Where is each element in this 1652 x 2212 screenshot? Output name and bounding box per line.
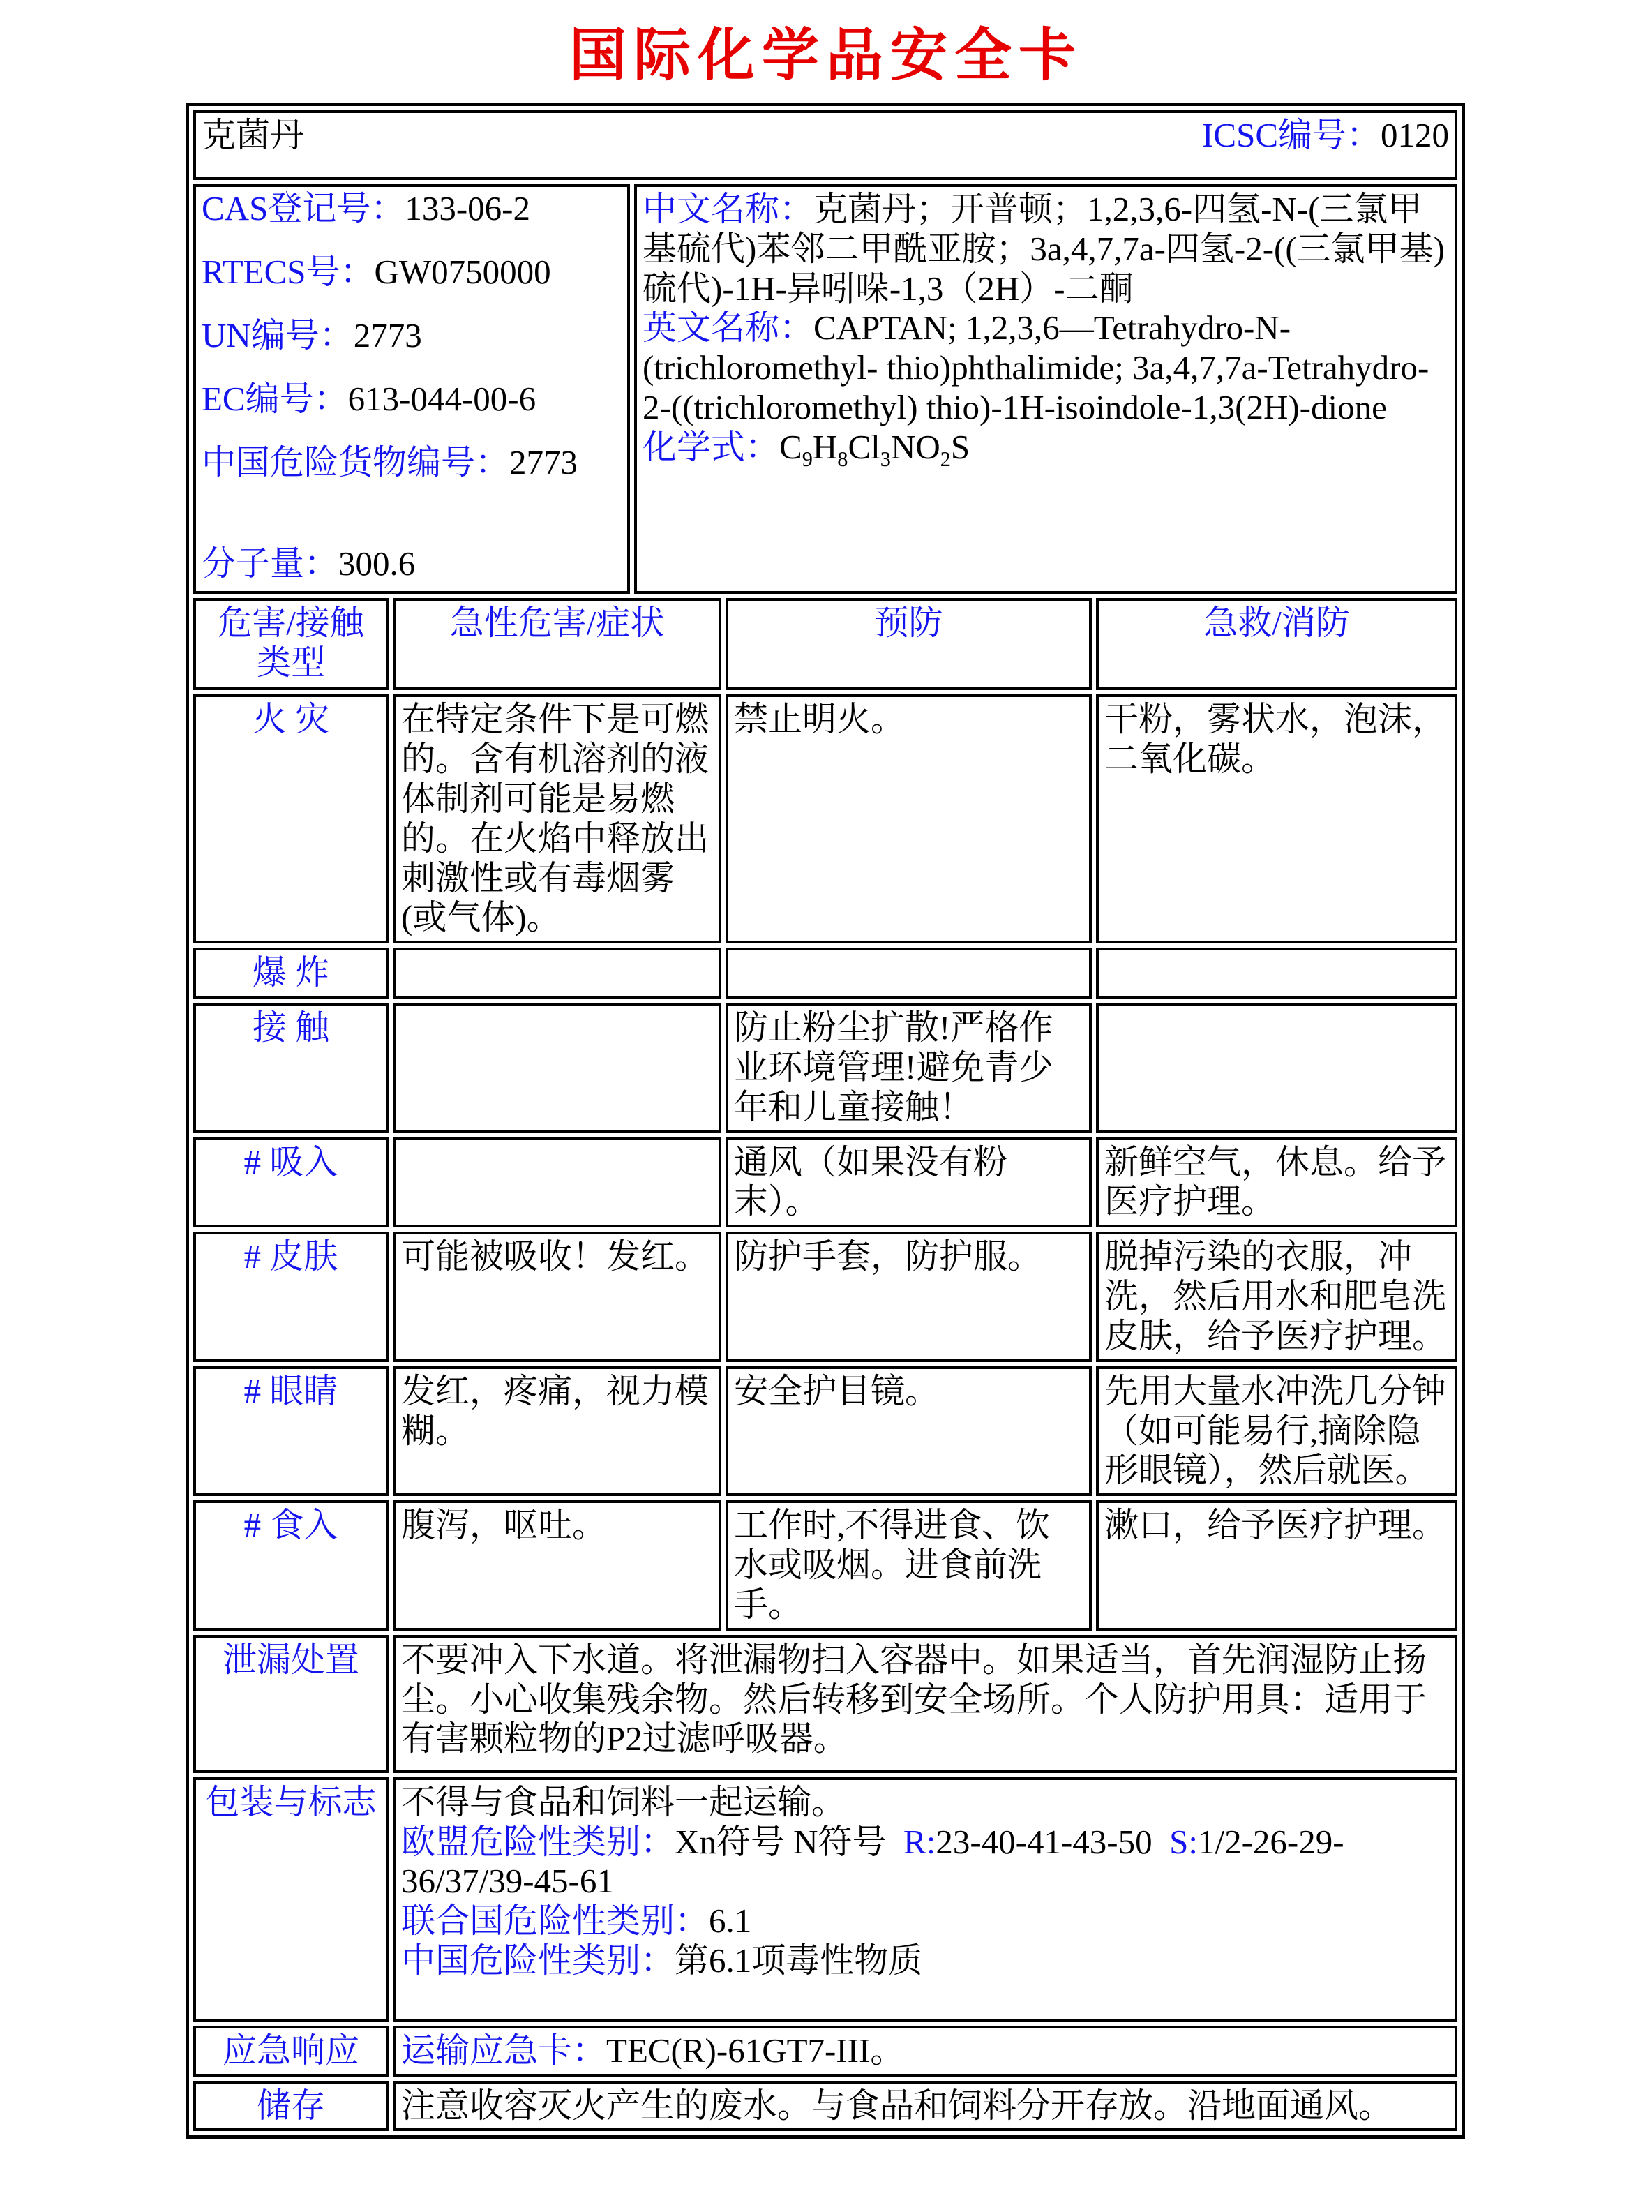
hazard-type-label: # 吸入 [193,1137,389,1228]
china-dg-number-value: 2773 [509,442,578,481]
ec-number-label: EC编号： [202,379,348,418]
first-aid-cell [1096,948,1457,999]
section-row-packaging-labelling [193,1777,1457,2022]
hazard-row-explosion [193,948,1457,999]
prevention-header: 预防 [726,598,1092,690]
section-row-emergency-response [193,2026,1457,2077]
symptoms-cell [393,1137,721,1228]
section-label: 储存 [193,2081,389,2132]
prevention-cell: 安全护目镜。 [726,1366,1092,1496]
hazard-type-label: # 眼睛 [193,1366,389,1496]
ec-number-value: 613-044-00-6 [347,379,536,418]
hazard-row-exposure [193,1003,1457,1133]
china-dg-number-label: 中国危险货物编号： [202,442,510,481]
ec-number-line [202,380,622,418]
section-row-spill-disposal [193,1635,1457,1773]
cas-number-line [202,190,622,227]
hazard-row-skin [193,1232,1457,1361]
hazard-row-eyes [193,1366,1457,1496]
english-name-value: CAPTAN; 1,2,3,6—Tetrahydro-N-(trichloromethyl- thio)phthalimide; 3a,4,7,7a-Tetrahydro-2-((trichloromethyl) thio)-1H-isoindole-1,3(2H)-dione [643,308,1429,427]
symptoms-cell [393,1003,721,1133]
card-header-row [193,110,1457,180]
hazard-row-fire [193,694,1457,943]
rtecs-number-value: GW0750000 [374,252,551,291]
icsc-number-value: 0120 [1381,116,1450,154]
first-aid-cell [1096,1003,1457,1133]
card-header-cell [193,110,1457,180]
card-header [202,116,1449,156]
prevention-cell: 工作时,不得进食、饮水或吸烟。进食前洗手。 [726,1500,1092,1630]
icsc-card-table [186,103,1465,2139]
cas-number-value: 133-06-2 [405,189,530,227]
registry-ids-cell [193,184,630,594]
icsc-number-group [1202,116,1449,156]
cas-number-label: CAS登记号： [202,189,405,227]
prevention-cell [726,948,1092,999]
hazard-header-row [193,598,1457,690]
acute-hazard-header: 急性危害/症状 [393,598,721,690]
chinese-name-label: 中文名称： [643,190,814,228]
section-label: 包装与标志 [193,1777,389,2022]
chemical-formula-value: $C_9H_8Cl_3NO_2S$ [779,427,970,471]
first-aid-header: 急救/消防 [1096,598,1457,690]
symptoms-cell [393,948,721,999]
china-dg-number-line [202,444,622,481]
chemical-formula-line [643,427,1449,471]
substance-name: 克菌丹 [202,116,305,154]
hazard-type-label: # 食入 [193,1500,389,1630]
chinese-name-line [643,190,1449,308]
un-number-value: 2773 [353,315,422,354]
hazard-type-label: # 皮肤 [193,1232,389,1361]
storage-content: 注意收容灭火产生的废水。与食品和饲料分开存放。沿地面通风。 [393,2081,1457,2132]
section-label: 应急响应 [193,2026,389,2077]
symptoms-cell: 腹泻，呕吐。 [393,1500,721,1630]
emergency-response-content: 运输应急卡：TEC(R)-61GT7-III。 [393,2026,1457,2077]
prevention-cell: 防止粉尘扩散!严格作业环境管理!避免青少年和儿童接触！ [726,1003,1092,1133]
molecular-weight-line [202,545,622,583]
un-number-label: UN编号： [202,315,354,354]
prevention-cell: 防护手套，防护服。 [726,1232,1092,1361]
hazard-type-label: 接 触 [193,1003,389,1133]
prevention-cell: 禁止明火。 [726,694,1092,943]
english-name-label: 英文名称： [643,308,814,348]
hazard-type-header: 危害/接触类型 [193,598,389,690]
first-aid-cell: 漱口，给予医疗护理。 [1096,1500,1457,1630]
hazard-type-label: 爆 炸 [193,948,389,999]
icsc-number-label: ICSC编号： [1202,116,1381,154]
un-number-line [202,317,622,354]
rtecs-number-line [202,253,622,291]
hazard-row-inhalation [193,1137,1457,1228]
packaging-labelling-content: 不得与食品和饲料一起运输。 欧盟危险性类别：Xn符号 N符号 R:23-40-41-43-50 S:1/2-26-29-36/37/39-45-61 联合国危险性类别：6.1 中国危险性类别：第6.1项毒性物质 [393,1777,1457,2022]
english-name-line [643,308,1449,427]
chemical-formula-label: 化学式： [643,427,780,466]
spill-disposal-content: 不要冲入下水道。将泄漏物扫入容器中。如果适当，首先润湿防止扬尘。小心收集残余物。然后转移到安全场所。个人防护用具：适用于有害颗粒物的P2过滤呼吸器。 [393,1635,1457,1773]
first-aid-cell: 脱掉污染的衣服，冲洗，然后用水和肥皂洗皮肤，给予医疗护理。 [1096,1232,1457,1361]
prevention-cell: 通风（如果没有粉末）。 [726,1137,1092,1228]
rtecs-number-label: RTECS号： [202,252,375,291]
section-label: 泄漏处置 [193,1635,389,1773]
first-aid-cell: 先用大量水冲洗几分钟（如可能易行,摘除隐形眼镜），然后就医。 [1096,1366,1457,1496]
molecular-weight-value: 300.6 [338,544,416,583]
section-row-storage [193,2081,1457,2132]
page-title: 国际化学品安全卡 [569,24,1083,87]
hazard-type-label: 火 灾 [193,694,389,943]
symptoms-cell: 在特定条件下是可燃的。含有机溶剂的液体制剂可能是易燃的。在火焰中释放出刺激性或有毒烟雾(或气体)。 [393,694,721,943]
symptoms-cell: 可能被吸收！发红。 [393,1232,721,1361]
names-cell [634,184,1457,594]
first-aid-cell: 新鲜空气，休息。给予医疗护理。 [1096,1137,1457,1228]
molecular-weight-label: 分子量： [202,544,339,583]
identification-row [193,184,1457,594]
chinese-name-value: 克菌丹；开普顿；1,2,3,6-四氢-N-(三氯甲基硫代)苯邻二甲酰亚胺；3a,4,7,7a-四氢-2-((三氯甲基)硫代)-1H-异吲哚-1,3（2H）-二酮 [643,190,1445,308]
symptoms-cell: 发红，疼痛，视力模糊。 [393,1366,721,1496]
first-aid-cell: 干粉，雾状水，泡沫，二氧化碳。 [1096,694,1457,943]
hazard-row-ingestion [193,1500,1457,1630]
